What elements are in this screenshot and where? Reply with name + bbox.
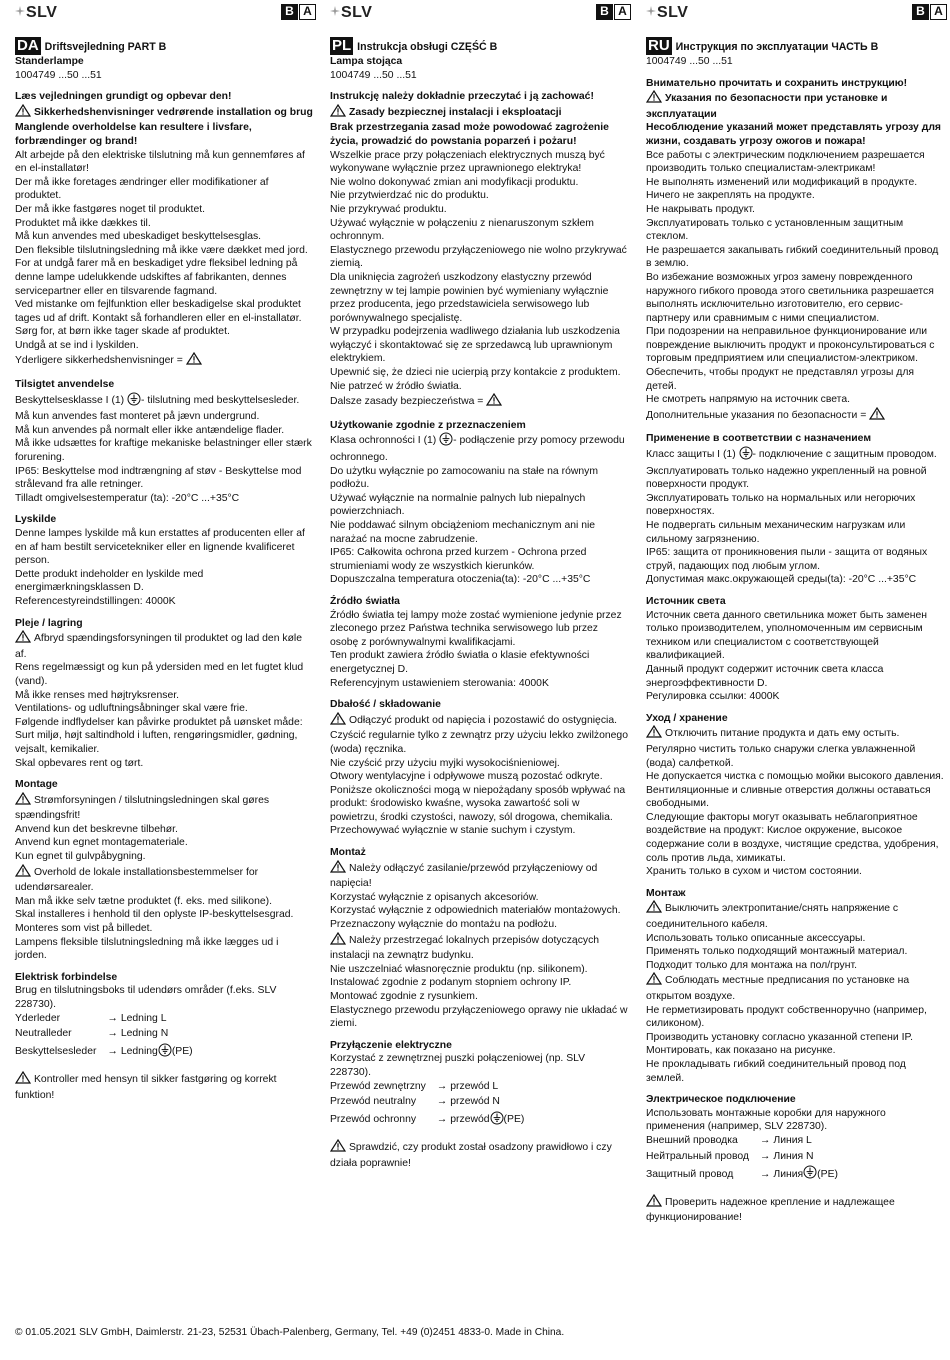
- spacer: [330, 1131, 628, 1139]
- arrow-right-icon: →: [759, 1168, 771, 1180]
- brand-logo: [15, 6, 57, 20]
- paragraph: Brug en tilslutningsboks til udendørs områder (f.eks. SLV 228730).: [15, 985, 277, 1010]
- protection-class: [15, 392, 313, 411]
- bold-text: Standerlampe: [15, 56, 84, 67]
- spacer: [15, 505, 313, 513]
- paragraph: Допустимая макс.окружающей среды(ta): -20°C ...+35°C: [646, 574, 917, 586]
- bold-text: Lampa stojąca: [330, 56, 403, 67]
- warning-text: Strømforsyningen / tilslutningsledningen skal gøres spændingsfrit!: [15, 794, 270, 822]
- safety-heading: [15, 104, 313, 122]
- paragraph: 1004749 ...50 ...51: [15, 69, 102, 81]
- bold-text: Instrukcję należy dokładnie przeczytać i ją zachować!: [330, 91, 594, 103]
- paragraph: Nie czyścić przy użyciu myjki wysokociśnieniowej.: [330, 757, 560, 769]
- warning-icon: [646, 725, 662, 743]
- warning-paragraph: [646, 972, 944, 1003]
- warning-icon: [646, 972, 662, 990]
- protection-class-label: Beskyttelsesklasse I (1): [15, 394, 125, 406]
- warning-text: Należy przestrzegać lokalnych przepisów dotyczących instalacji na zewnątrz budynku.: [330, 934, 600, 962]
- paragraph: Używać wyłącznie w połączeniu z nienaruszonym szkłem ochronnym.: [330, 217, 594, 243]
- paragraph: Montować zgodnie z rysunkiem.: [330, 991, 478, 1002]
- paragraph: Alt arbejde på den elektriske tilslutning må kun gennemføres af en el-installatør!: [15, 149, 305, 175]
- warning-text: Выключить электропитание/снять напряжение с соединительного кабеля.: [646, 903, 899, 931]
- conductor-target: Линия L: [773, 1134, 812, 1146]
- warning-paragraph: [646, 725, 944, 743]
- page-header: [330, 0, 628, 36]
- warning-paragraph: [15, 792, 313, 823]
- bold-text: Przyłączenie elektryczne: [330, 1039, 452, 1051]
- conductor-name: Нейтральный провод: [646, 1150, 749, 1162]
- document-title: [330, 37, 628, 55]
- paragraph: Må ikke renses med højtryksrenser.: [15, 689, 179, 701]
- arrow-right-icon: →: [107, 1046, 118, 1058]
- pe-label: (PE): [817, 1168, 838, 1180]
- page-header: [15, 0, 313, 36]
- spacer: [15, 963, 313, 971]
- paragraph: Følgende indflydelser kan påvirke produktet på uønsket måde: Surt miljø, højt saltindhold i luften, rengøringsmidler, gødning, vejsalt, kemikalier.: [15, 716, 303, 755]
- protection-class-text: - tilslutning med beskyttelsesleder.: [141, 394, 300, 406]
- connection-row: [330, 1080, 628, 1094]
- protection-class-label: Класс защиты I (1): [646, 449, 736, 461]
- badge-b: B: [912, 4, 929, 20]
- bold-text: Użytkowanie zgodnie z przeznaczeniem: [330, 419, 526, 431]
- conductor-target: Ledning N: [120, 1028, 169, 1040]
- brand-name: SLV: [26, 4, 58, 21]
- pe-label: (PE): [171, 1046, 193, 1058]
- paragraph: Skal installeres i henhold til den oplyste IP-beskyttelsesgrad.: [15, 909, 294, 921]
- warning-text: Отключить питание продукта и дать ему остыть.: [665, 728, 900, 740]
- warning-icon: [15, 864, 31, 882]
- bold-text: Внимательно прочитать и сохранить инструкцию!: [646, 77, 908, 89]
- note-text: Дополнительные указания по безопасности =: [646, 409, 867, 421]
- warning-paragraph: [330, 1139, 628, 1170]
- paragraph: Elastycznego przewodu przyłączeniowego nie wolno przykrywać ziemią.: [330, 244, 627, 270]
- spacer: [646, 69, 944, 77]
- warning-paragraph: [15, 864, 313, 895]
- paragraph: Instalować zgodnie z podanym stopniem ochrony IP.: [330, 977, 572, 989]
- paragraph: Referencestyreindstillingen: 4000K: [15, 595, 176, 607]
- title-text: Инструкция по эксплуатации ЧАСТЬ В: [675, 41, 879, 54]
- spacer: [330, 587, 628, 595]
- paragraph: W przypadku podejrzenia wadliwego działania lub uszkodzenia wyłączyć i skontaktować się ze sprzedawcą lub uprawnionym elektrykiem.: [330, 326, 620, 365]
- warning-paragraph: [15, 1071, 313, 1102]
- warning-icon: [330, 104, 346, 122]
- brand-name: SLV: [657, 4, 689, 21]
- paragraph: For at undgå farer må en beskadiget ydre fleksibel ledning på denne lampe udelukkende udskiftes af fabrikanten, dennes servicepartner eller en tilsvarende fagmand.: [15, 258, 298, 297]
- paragraph: Wszelkie prace przy połączeniach elektrycznych muszą być wykonywane wyłącznie przez uprawnionego elektryka!: [330, 149, 605, 175]
- paragraph: Использовать только описанные аксессуары.: [646, 932, 866, 944]
- ground-icon: [739, 446, 753, 465]
- paragraph: Korzystać wyłącznie z odpowiednich materiałów montażowych.: [330, 905, 621, 917]
- paragraph: Использовать монтажные коробки для наружного применения (например, SLV 228730).: [646, 1107, 886, 1133]
- paragraph: Регулярно чистить только снаружи слегка увлажненной (вода) салфеткой.: [646, 743, 916, 769]
- class-badges: [596, 4, 631, 20]
- conductor-target: przewód: [450, 1114, 490, 1126]
- paragraph: Używać wyłącznie na normalnie palnych lub niepalnych powierzchniach.: [330, 492, 586, 518]
- paragraph: Все работы с электрическим подключением разрешается производить только специалистам-электрикам!: [646, 149, 925, 175]
- arrow-right-icon: →: [436, 1096, 448, 1108]
- paragraph: Der må ikke fastgøres noget til produktet.: [15, 203, 205, 215]
- connection-row: [330, 1095, 628, 1109]
- paragraph: Ничего не закреплять на продукте.: [646, 190, 815, 202]
- spacer: [15, 1063, 313, 1071]
- language-code: RU: [648, 37, 670, 54]
- warning-text: Соблюдать местные предписания по установке на открытом воздухе.: [646, 975, 910, 1002]
- paragraph: Dette produkt indeholder en lyskilde med energimærkningsklassen D.: [15, 568, 204, 594]
- warning-icon: [330, 932, 346, 950]
- paragraph: Anvend kun det beskrevne tilbehør.: [15, 823, 178, 835]
- paragraph: Nie poddawać silnym obciążeniom mechanicznym ani nie narażać na mocne zabrudzenie.: [330, 520, 596, 545]
- warning-icon: [15, 1071, 31, 1089]
- bold-text: Montaż: [330, 847, 366, 859]
- paragraph: IP65: Całkowita ochrona przed kurzem - Ochrona przed strumieniami wody ze wszystkich kierunków.: [330, 547, 587, 572]
- conductor-name: Przewód neutralny: [330, 1096, 417, 1108]
- further-safety-note: [15, 352, 313, 370]
- warning-text: Проверить надежное крепление и надлежащее функционирование!: [646, 1196, 895, 1224]
- pe-label: (PE): [503, 1114, 525, 1126]
- paragraph: 1004749 ...50 ...51: [646, 56, 733, 67]
- connection-row: [15, 1043, 313, 1062]
- paragraph: Korzystać z zewnętrznej puszki połączeniowej (np. SLV 228730).: [330, 1053, 586, 1078]
- paragraph: Monteres som vist på billedet.: [15, 923, 153, 935]
- badge-b: B: [596, 4, 613, 20]
- ground-icon: [158, 1043, 172, 1062]
- class-badges: [281, 4, 316, 20]
- warning-text: Afbryd spændingsforsyningen til produktet og lad den køle af.: [15, 633, 303, 660]
- paragraph: Skal opbevares rent og tørt.: [15, 757, 144, 769]
- paragraph: Man må ikke selv tætne produktet (f. eks. med silikone).: [15, 895, 272, 907]
- paragraph: Эксплуатировать только надежно укрепленный на ровной поверхности продукт.: [646, 465, 927, 491]
- column-ru: [646, 0, 944, 1225]
- badge-b: B: [281, 4, 298, 20]
- language-code: PL: [332, 37, 352, 54]
- arrow-right-icon: →: [759, 1150, 771, 1162]
- paragraph: Ten produkt zawiera źródło światła o klasie efektywności energetycznej D.: [330, 650, 590, 675]
- paragraph: Poniższe okoliczności mogą w niepożądany sposób wpływać na produkt: środowisko kwaśne, wysoka zawartość soli w powietrzu, środki czystości, nawozy, sól drogowa, chemikalia.: [330, 784, 626, 823]
- paragraph: Sørg for, at børn ikke tager skade af produktet.: [15, 326, 230, 338]
- conductor-target: Ledning: [120, 1046, 158, 1058]
- spacer: [646, 424, 944, 432]
- column-pl: [330, 0, 628, 1171]
- paragraph: Czyścić regularnie tylko z zewnątrz przy użyciu lekko zwilżonego (woda) ręcznika.: [330, 730, 628, 755]
- warning-paragraph: [646, 900, 944, 931]
- paragraph: Otwory wentylacyjne i odpływowe muszą pozostać odkryte.: [330, 771, 603, 783]
- bold-text: Læs vejledningen grundigt og opbevar den!: [15, 91, 232, 103]
- brand-logo: [330, 6, 372, 20]
- conductor-target: Линия: [773, 1168, 804, 1180]
- protection-class-text: - podłączenie przy pomocy przewodu ochronnego.: [330, 435, 625, 464]
- paragraph: Не герметизировать продукт собственноручно (например, силиконом).: [646, 1004, 927, 1030]
- spacer: [330, 411, 628, 419]
- safety-heading: [330, 104, 628, 122]
- warning-paragraph: [330, 860, 628, 891]
- paragraph: Den fleksible tilslutningsledning må ikke være dækket med jord.: [15, 244, 308, 256]
- conductor-name: Neutralleder: [15, 1028, 72, 1040]
- spacer: [15, 82, 313, 90]
- paragraph: Nie wolno dokonywać zmian ani modyfikacji produktu.: [330, 176, 579, 188]
- warning-icon: [330, 712, 346, 730]
- paragraph: Kun egnet til gulvpåbygning.: [15, 851, 146, 863]
- paragraph: Undgå at se ind i lyskilden.: [15, 339, 139, 351]
- conductor-name: Yderleder: [15, 1012, 61, 1024]
- spark-icon: [15, 4, 26, 21]
- conductor-name: Przewód ochronny: [330, 1114, 417, 1126]
- warning-paragraph: [646, 1194, 944, 1225]
- title-text: Driftsvejledning PART B: [44, 41, 167, 54]
- connection-row: [330, 1111, 628, 1130]
- paragraph: Nie uszczelniać własnoręcznie produktu (np. silikonem).: [330, 963, 588, 975]
- paragraph: Ventilations- og udluftningsåbninger skal være frie.: [15, 703, 248, 715]
- paragraph: Må kun anvendes med ubeskadiget beskyttelsesglas.: [15, 231, 262, 243]
- protection-class-text: - подключение с защитным проводом.: [752, 449, 937, 461]
- safety-heading-text: Sikkerhedshenvisninger vedrørende installation og brug: [34, 106, 313, 118]
- paragraph: Монтировать, как показано на рисунке.: [646, 1045, 836, 1057]
- paragraph: Хранить только в сухом и чистом состоянии.: [646, 866, 862, 878]
- conductor-name: Przewód zewnętrzny: [330, 1080, 426, 1092]
- paragraph: Der må ikke foretages ændringer eller modifikationer af produktet.: [15, 176, 269, 202]
- bold-text: Несоблюдение указаний может представлять угрозу для жизни, создавать угрозу ожогов и пожара!: [646, 122, 941, 147]
- paragraph: Не разрешается закапывать гибкий соединительный провод в землю.: [646, 244, 939, 270]
- bold-text: Montage: [15, 779, 58, 791]
- spacer: [330, 838, 628, 846]
- conductor-target: przewód N: [450, 1096, 500, 1108]
- badge-a: A: [299, 4, 316, 20]
- ground-icon: [803, 1165, 817, 1184]
- paragraph: При подозрении на неправильное функционирование или повреждение выключить продукт и проконсультироваться с торговым предприятием или специалистом-электриком.: [646, 326, 935, 365]
- conductor-target: przewód L: [450, 1080, 499, 1092]
- spacer: [330, 690, 628, 698]
- paragraph: Во избежание возможных угроз замену поврежденного наружного гибкого провода этого светильника разрешается выполнять исключительно изготовителю, его сервис-партнеру или сравнимым с ними специалистом.: [646, 271, 934, 324]
- arrow-right-icon: →: [107, 1012, 118, 1024]
- bold-text: Lyskilde: [15, 514, 57, 526]
- footer-text: © 01.05.2021 SLV GmbH, Daimlerstr. 21-23, 52531 Übach-Palenberg, Germany, Tel. +49 (0)2451 4833-0. Made in China.: [15, 1327, 565, 1338]
- warning-icon: [869, 407, 885, 425]
- paragraph: Подходит только для монтажа на пол/грунт.: [646, 959, 857, 971]
- paragraph: IP65: защита от проникновения пыли - защита от водяных струй, падающих под любым углом.: [646, 547, 928, 572]
- paragraph: Przechowywać wyłącznie w stanie suchym i czystym.: [330, 825, 576, 837]
- further-safety-note: [330, 393, 628, 411]
- paragraph: IP65: Beskyttelse mod indtrængning af støv - Beskyttelse mod strålevand fra alle retninger.: [15, 465, 302, 491]
- badge-a: A: [614, 4, 631, 20]
- bold-text: Dbałość / składowanie: [330, 699, 441, 711]
- paragraph: Produktet må ikke dækkes til.: [15, 217, 151, 229]
- warning-text: Kontroller med hensyn til sikker fastgøring og korrekt funktion!: [15, 1074, 277, 1101]
- brand-logo: [646, 6, 688, 20]
- paragraph: Nie przykrywać produktu.: [330, 203, 447, 215]
- note-text: Dalsze zasady bezpieczeństwa =: [330, 396, 484, 408]
- spacer: [646, 587, 944, 595]
- connection-row: [646, 1134, 944, 1148]
- paragraph: Elastycznego przewodu przyłączeniowego oprawy nie układać w ziemi.: [330, 1004, 628, 1030]
- paragraph: Må kun anvendes fast monteret på jævn undergrund.: [15, 411, 260, 423]
- paragraph: Anvend kun egnet montagemateriale.: [15, 837, 188, 849]
- warning-icon: [486, 393, 502, 411]
- class-badges: [912, 4, 947, 20]
- arrow-right-icon: →: [759, 1134, 771, 1146]
- paragraph: Не смотреть напрямую на источник света.: [646, 394, 850, 406]
- connection-row: [15, 1012, 313, 1026]
- protection-class: [330, 432, 628, 464]
- warning-text: Odłączyć produkt od napięcia i pozostawić do ostygnięcia.: [349, 714, 617, 726]
- bold-text: Tilsigtet anvendelse: [15, 379, 115, 391]
- paragraph: Не выполнять изменений или модификаций в продукте.: [646, 176, 918, 188]
- paragraph: Źródło światła tej lampy może zostać wymienione jedynie przez zleconego przez Państwa technika serwisowego lub przez osobę z porównywalnymi kwalifikacjami.: [330, 609, 622, 648]
- paragraph: Производить установку согласно указанной степени IP.: [646, 1031, 913, 1043]
- ground-icon: [490, 1111, 504, 1130]
- page-header: [646, 0, 944, 36]
- conductor-target: Ledning L: [120, 1012, 167, 1024]
- title-text: Instrukcja obsługi CZĘŚĆ B: [357, 41, 498, 54]
- ground-icon: [439, 432, 453, 451]
- arrow-right-icon: →: [436, 1114, 448, 1126]
- protection-class: [646, 446, 944, 465]
- paragraph: Вентиляционные и сливные отверстия должны оставаться свободными.: [646, 784, 931, 810]
- safety-heading-text: Zasady bezpiecznej instalacji i eksploatacji: [349, 106, 562, 118]
- paragraph: Эксплуатировать только на нормальных или негорючих поверхностях.: [646, 492, 916, 518]
- bold-text: Применение в соответствии с назначением: [646, 433, 872, 445]
- paragraph: Må ikke udsættes for kraftige mekaniske belastninger eller stærk forurening.: [15, 438, 312, 464]
- document-title: [646, 37, 944, 55]
- brand-name: SLV: [341, 4, 373, 21]
- paragraph: 1004749 ...50 ...51: [330, 69, 417, 81]
- safety-heading: [646, 90, 944, 121]
- warning-icon: [15, 792, 31, 810]
- warning-text: Sprawdzić, czy produkt został osadzony prawidłowo i czy działa poprawnie!: [330, 1142, 612, 1169]
- paragraph: Tilladt omgivelsestemperatur (ta): -20°C ...+35°C: [15, 492, 240, 504]
- warning-icon: [15, 630, 31, 648]
- spacer: [646, 1186, 944, 1194]
- safety-heading-text: Указания по безопасности при установке и эксплуатации: [646, 93, 888, 120]
- paragraph: Применять только подходящий монтажный материал.: [646, 946, 908, 958]
- bold-text: Электрическое подключение: [646, 1094, 796, 1106]
- language-code: DA: [17, 37, 39, 54]
- conductor-target: Линия N: [773, 1150, 814, 1162]
- bold-text: Brak przestrzegania zasad może powodować zagrożenie życia, prowadzić do powstania poparzeń i pożaru!: [330, 122, 609, 147]
- connection-row: [15, 1027, 313, 1041]
- paragraph: Регулировка ссылки: 4000K: [646, 691, 780, 703]
- spacer: [330, 82, 628, 90]
- bold-text: Источник света: [646, 595, 726, 607]
- spacer: [646, 704, 944, 712]
- bold-text: Elektrisk forbindelse: [15, 971, 118, 983]
- warning-icon: [186, 352, 202, 370]
- spark-icon: [330, 4, 341, 21]
- spacer: [646, 879, 944, 887]
- conductor-name: Внешний проводка: [646, 1134, 738, 1146]
- spacer: [15, 370, 313, 378]
- paragraph: Må kun anvendes på normalt eller ikke antændelige flader.: [15, 424, 285, 436]
- protection-class-label: Klasa ochronności I (1): [330, 435, 437, 447]
- arrow-right-icon: →: [436, 1080, 448, 1092]
- paragraph: Не допускается чистка с помощью мойки высокого давления.: [646, 771, 944, 783]
- paragraph: Nie przytwierdzać nic do produktu.: [330, 190, 489, 202]
- bold-text: Źródło światła: [330, 595, 400, 607]
- paragraph: Dopuszczalna temperatura otoczenia(ta): -20°C ...+35°C: [330, 574, 591, 586]
- paragraph: Источник света данного светильника может быть заменен только производителем, уполномоченным им сервисным техником или специалистом с соответствующей квалификацией.: [646, 609, 927, 662]
- paragraph: Lampens fleksible tilslutningsledning må ikke lægges ud i jorden.: [15, 936, 279, 962]
- spacer: [330, 1031, 628, 1039]
- paragraph: Dla uniknięcia zagrożeń uszkodzony elastyczny przewód zewnętrzny w tej lampie powinien być wymieniany wyłącznie przez producenta, jego przedstawiciela serwisowego lub porównywalnego specjalistę.: [330, 271, 609, 324]
- spacer: [15, 609, 313, 617]
- paragraph: Nie patrzeć w źródło światła.: [330, 380, 462, 392]
- badge-a: A: [930, 4, 947, 20]
- bold-text: Pleje / lagring: [15, 617, 83, 629]
- paragraph: Эксплуатировать только с установленным защитным стеклом.: [646, 217, 904, 243]
- warning-paragraph: [330, 932, 628, 963]
- connection-row: [646, 1165, 944, 1184]
- warning-icon: [15, 104, 31, 122]
- paragraph: Przeznaczony wyłącznie do montażu na podłożu.: [330, 919, 557, 931]
- warning-icon: [646, 90, 662, 108]
- warning-icon: [330, 860, 346, 878]
- paragraph: Korzystać wyłącznie z opisanych akcesoriów.: [330, 891, 539, 903]
- paragraph: Следующие факторы могут оказывать неблагоприятное воздействие на продукт: Кислое окружение, высокое содержание соли в воздухе, чистящие средства, удобрения, соль против льда, химикаты.: [646, 811, 939, 864]
- document-title: [15, 37, 313, 55]
- ground-icon: [127, 392, 141, 411]
- conductor-name: Beskyttelsesleder: [15, 1046, 97, 1058]
- paragraph: Обеспечить, чтобы продукт не представлял угрозы для детей.: [646, 367, 915, 392]
- paragraph: Do użytku wyłącznie po zamocowaniu na stałe na równym podłożu.: [330, 465, 598, 491]
- bold-text: Уход / хранение: [646, 712, 728, 724]
- paragraph: Не прокладывать гибкий соединительный провод под землей.: [646, 1058, 906, 1084]
- warning-text: Overhold de lokale installationsbestemmelser for udendørsarealer.: [15, 866, 259, 894]
- paragraph: Referencyjnym ustawieniem sterowania: 4000K: [330, 677, 549, 689]
- warning-text: Należy odłączyć zasilanie/przewód przyłączeniowy od napięcia!: [330, 862, 598, 890]
- note-text: Yderligere sikkerhedshenvisninger =: [15, 355, 183, 367]
- warning-icon: [646, 900, 662, 918]
- column-da: [15, 0, 313, 1103]
- paragraph: Не накрывать продукт.: [646, 203, 755, 215]
- spark-icon: [646, 4, 657, 21]
- connection-row: [646, 1150, 944, 1164]
- warning-icon: [330, 1139, 346, 1157]
- bold-text: Manglende overholdelse kan resultere i livsfare, forbrændinger og brand!: [15, 122, 252, 147]
- paragraph: Ved mistanke om fejlfunktion eller beskadigelse skal produktet tages ud af drift. Kontakt så forhandleren eller en el-installatør.: [15, 299, 302, 324]
- spacer: [646, 1085, 944, 1093]
- paragraph: Данный продукт содержит источник света класса энергоэффективности D.: [646, 663, 884, 689]
- bold-text: Монтаж: [646, 887, 686, 899]
- paragraph: Не подвергать сильным механическим нагрузкам или сильному загрязнению.: [646, 520, 906, 545]
- further-safety-note: [646, 407, 944, 425]
- paragraph: Denne lampes lyskilde må kun erstattes af producenten eller af en af ham bestilt servicetekniker eller en lignende kvalificeret person.: [15, 528, 305, 567]
- paragraph: Rens regelmæssigt og kun på ydersiden med en let fugtet klud (vand).: [15, 662, 304, 687]
- spacer: [15, 770, 313, 778]
- warning-icon: [646, 1194, 662, 1212]
- paragraph: Upewnić się, że dzieci nie ucierpią przy kontakcie z produktem.: [330, 367, 621, 379]
- arrow-right-icon: →: [107, 1028, 118, 1040]
- warning-paragraph: [330, 712, 628, 730]
- warning-paragraph: [15, 630, 313, 661]
- conductor-name: Защитный провод: [646, 1168, 734, 1180]
